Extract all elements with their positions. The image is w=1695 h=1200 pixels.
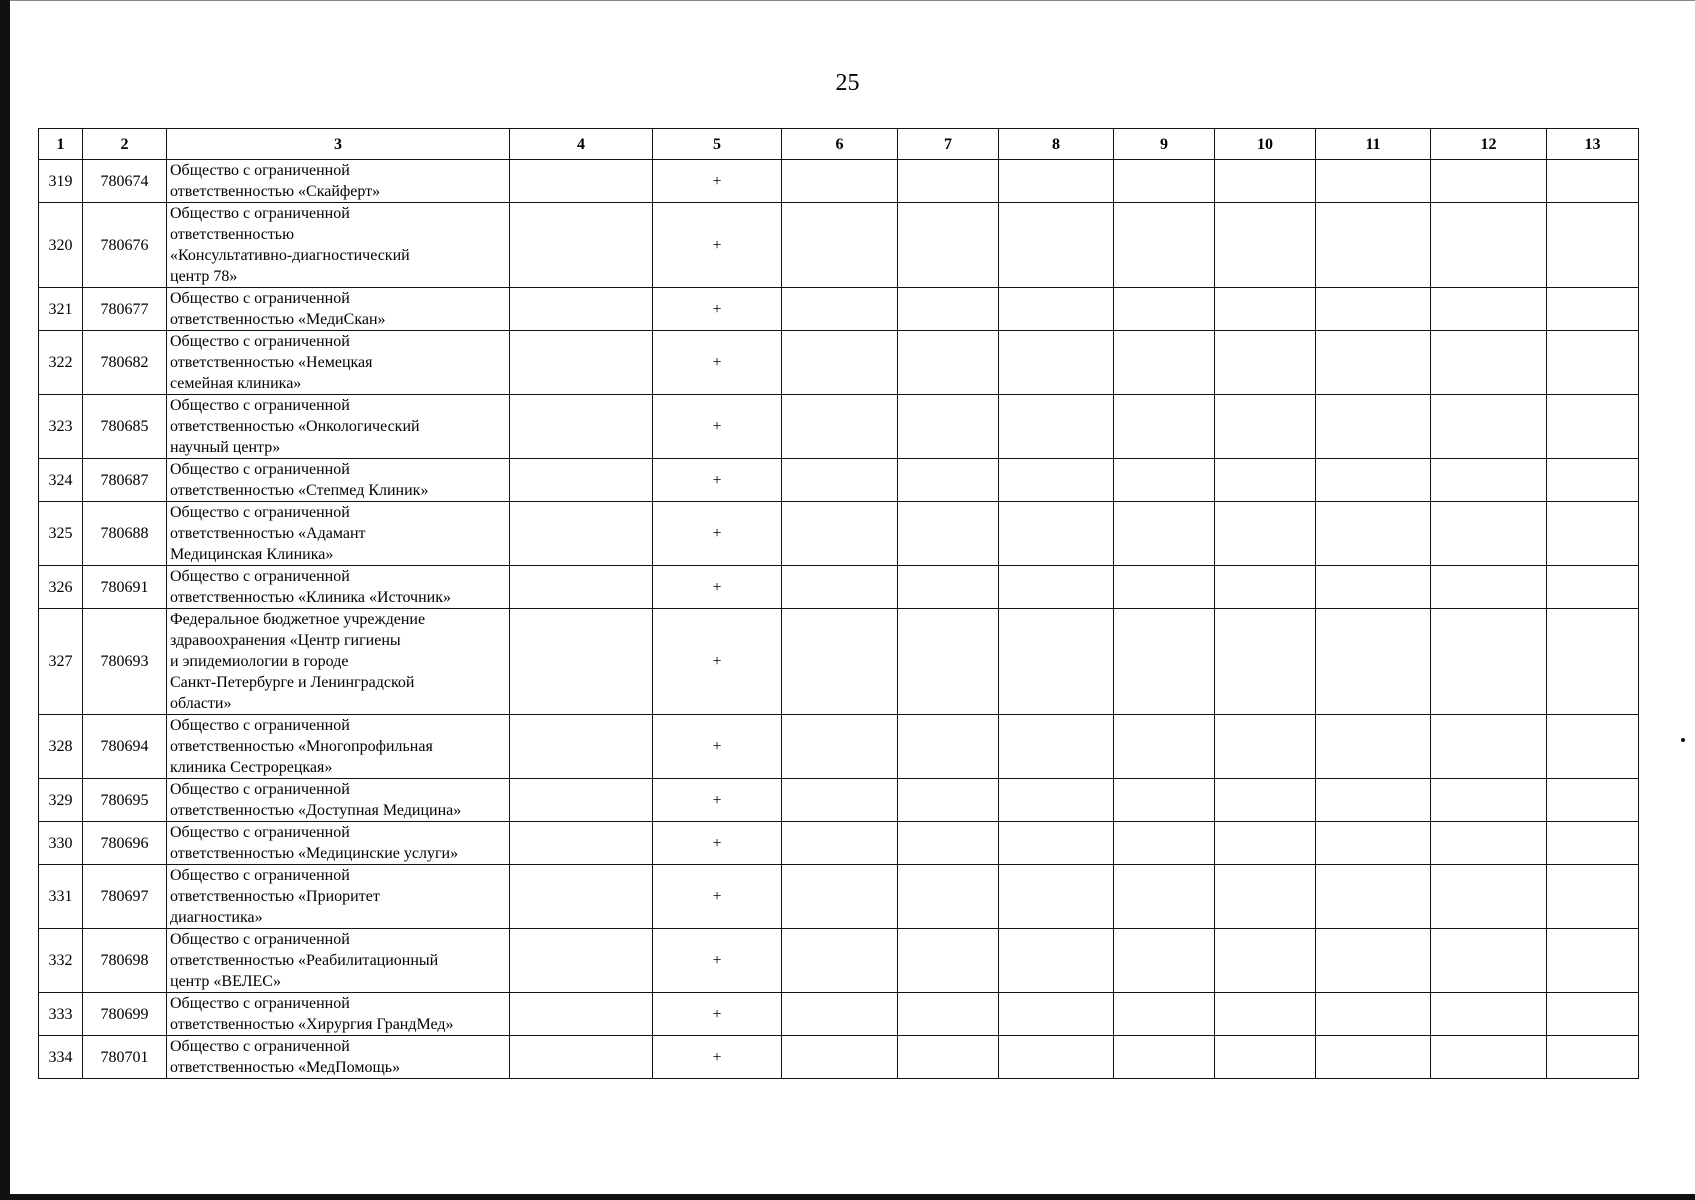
empty-cell bbox=[898, 331, 999, 395]
empty-cell bbox=[1215, 1036, 1316, 1079]
empty-cell bbox=[999, 331, 1114, 395]
empty-cell bbox=[510, 502, 653, 566]
row-number: 322 bbox=[39, 331, 83, 395]
table-body bbox=[39, 160, 1639, 1079]
plus-mark: + bbox=[653, 395, 782, 459]
table-row bbox=[39, 331, 1639, 395]
row-code: 780676 bbox=[83, 203, 167, 288]
empty-cell bbox=[1215, 459, 1316, 502]
empty-cell bbox=[1215, 715, 1316, 779]
row-number: 332 bbox=[39, 929, 83, 993]
scan-edge-top bbox=[10, 0, 1695, 1]
empty-cell bbox=[1431, 395, 1547, 459]
table-row bbox=[39, 929, 1639, 993]
table-row bbox=[39, 993, 1639, 1036]
organization-name: Общество с ограниченной ответственностью «Хирургия ГрандМед» bbox=[167, 993, 510, 1036]
empty-cell bbox=[1547, 865, 1639, 929]
empty-cell bbox=[1547, 779, 1639, 822]
row-code: 780693 bbox=[83, 609, 167, 715]
organization-name: Общество с ограниченной ответственностью «Приоритет диагностика» bbox=[167, 865, 510, 929]
column-header: 11 bbox=[1316, 129, 1431, 160]
empty-cell bbox=[782, 459, 898, 502]
table-row bbox=[39, 566, 1639, 609]
organization-name: Федеральное бюджетное учреждение здравоохранения «Центр гигиены и эпидемиологии в городе Санкт-Петербурге и Ленинградской области» bbox=[167, 609, 510, 715]
empty-cell bbox=[999, 715, 1114, 779]
table-row bbox=[39, 822, 1639, 865]
plus-mark: + bbox=[653, 715, 782, 779]
empty-cell bbox=[1316, 160, 1431, 203]
empty-cell bbox=[782, 715, 898, 779]
plus-mark: + bbox=[653, 822, 782, 865]
empty-cell bbox=[1316, 331, 1431, 395]
empty-cell bbox=[999, 1036, 1114, 1079]
empty-cell bbox=[999, 502, 1114, 566]
empty-cell bbox=[1431, 929, 1547, 993]
row-code: 780701 bbox=[83, 1036, 167, 1079]
organization-name: Общество с ограниченной ответственностью «Клиника «Источник» bbox=[167, 566, 510, 609]
empty-cell bbox=[1316, 203, 1431, 288]
row-number: 329 bbox=[39, 779, 83, 822]
organization-name: Общество с ограниченной ответственностью «Адамант Медицинская Клиника» bbox=[167, 502, 510, 566]
row-code: 780695 bbox=[83, 779, 167, 822]
organization-name: Общество с ограниченной ответственностью «МедПомощь» bbox=[167, 1036, 510, 1079]
empty-cell bbox=[1547, 160, 1639, 203]
row-number: 321 bbox=[39, 288, 83, 331]
empty-cell bbox=[510, 160, 653, 203]
empty-cell bbox=[898, 160, 999, 203]
empty-cell bbox=[1114, 993, 1215, 1036]
empty-cell bbox=[1316, 288, 1431, 331]
plus-mark: + bbox=[653, 331, 782, 395]
empty-cell bbox=[1215, 822, 1316, 865]
plus-mark: + bbox=[653, 203, 782, 288]
empty-cell bbox=[898, 865, 999, 929]
empty-cell bbox=[1114, 331, 1215, 395]
empty-cell bbox=[898, 459, 999, 502]
empty-cell bbox=[1114, 779, 1215, 822]
plus-mark: + bbox=[653, 160, 782, 203]
empty-cell bbox=[1431, 331, 1547, 395]
empty-cell bbox=[1431, 459, 1547, 502]
table-row bbox=[39, 203, 1639, 288]
table-row bbox=[39, 288, 1639, 331]
plus-mark: + bbox=[653, 609, 782, 715]
row-code: 780694 bbox=[83, 715, 167, 779]
empty-cell bbox=[1547, 1036, 1639, 1079]
empty-cell bbox=[898, 715, 999, 779]
plus-mark: + bbox=[653, 1036, 782, 1079]
empty-cell bbox=[999, 865, 1114, 929]
empty-cell bbox=[1547, 502, 1639, 566]
empty-cell bbox=[1316, 502, 1431, 566]
row-number: 319 bbox=[39, 160, 83, 203]
column-header: 5 bbox=[653, 129, 782, 160]
organization-name: Общество с ограниченной ответственностью «Немецкая семейная клиника» bbox=[167, 331, 510, 395]
table-row bbox=[39, 865, 1639, 929]
row-code: 780674 bbox=[83, 160, 167, 203]
plus-mark: + bbox=[653, 993, 782, 1036]
organization-name: Общество с ограниченной ответственностью «Многопрофильная клиника Сестрорецкая» bbox=[167, 715, 510, 779]
empty-cell bbox=[1316, 566, 1431, 609]
row-code: 780688 bbox=[83, 502, 167, 566]
empty-cell bbox=[1215, 609, 1316, 715]
row-number: 334 bbox=[39, 1036, 83, 1079]
column-header: 3 bbox=[167, 129, 510, 160]
empty-cell bbox=[510, 929, 653, 993]
empty-cell bbox=[1431, 865, 1547, 929]
plus-mark: + bbox=[653, 502, 782, 566]
scan-artifact-dot bbox=[1681, 738, 1685, 742]
row-code: 780691 bbox=[83, 566, 167, 609]
organization-name: Общество с ограниченной ответственностью «МедиСкан» bbox=[167, 288, 510, 331]
plus-mark: + bbox=[653, 779, 782, 822]
empty-cell bbox=[898, 609, 999, 715]
empty-cell bbox=[999, 779, 1114, 822]
empty-cell bbox=[1114, 715, 1215, 779]
empty-cell bbox=[782, 160, 898, 203]
registry-table bbox=[38, 128, 1639, 1079]
empty-cell bbox=[1215, 993, 1316, 1036]
row-code: 780698 bbox=[83, 929, 167, 993]
table-row bbox=[39, 459, 1639, 502]
empty-cell bbox=[999, 822, 1114, 865]
empty-cell bbox=[1431, 566, 1547, 609]
empty-cell bbox=[1316, 929, 1431, 993]
empty-cell bbox=[1114, 929, 1215, 993]
empty-cell bbox=[898, 993, 999, 1036]
empty-cell bbox=[1114, 865, 1215, 929]
empty-cell bbox=[782, 993, 898, 1036]
empty-cell bbox=[510, 459, 653, 502]
empty-cell bbox=[1316, 993, 1431, 1036]
row-code: 780685 bbox=[83, 395, 167, 459]
empty-cell bbox=[898, 203, 999, 288]
empty-cell bbox=[999, 566, 1114, 609]
empty-cell bbox=[782, 331, 898, 395]
plus-mark: + bbox=[653, 566, 782, 609]
empty-cell bbox=[782, 288, 898, 331]
header-row bbox=[39, 129, 1639, 160]
empty-cell bbox=[1547, 395, 1639, 459]
empty-cell bbox=[1114, 1036, 1215, 1079]
page-number: 25 bbox=[835, 70, 860, 96]
empty-cell bbox=[1547, 288, 1639, 331]
plus-mark: + bbox=[653, 929, 782, 993]
scan-edge-bottom bbox=[0, 1194, 1695, 1200]
empty-cell bbox=[782, 779, 898, 822]
empty-cell bbox=[1431, 160, 1547, 203]
empty-cell bbox=[898, 929, 999, 993]
row-code: 780682 bbox=[83, 331, 167, 395]
empty-cell bbox=[999, 929, 1114, 993]
row-number: 328 bbox=[39, 715, 83, 779]
empty-cell bbox=[782, 929, 898, 993]
empty-cell bbox=[1114, 288, 1215, 331]
empty-cell bbox=[898, 566, 999, 609]
empty-cell bbox=[1114, 566, 1215, 609]
empty-cell bbox=[1431, 609, 1547, 715]
empty-cell bbox=[898, 1036, 999, 1079]
empty-cell bbox=[510, 288, 653, 331]
empty-cell bbox=[1114, 395, 1215, 459]
empty-cell bbox=[1215, 395, 1316, 459]
empty-cell bbox=[999, 459, 1114, 502]
empty-cell bbox=[1547, 331, 1639, 395]
empty-cell bbox=[1316, 1036, 1431, 1079]
empty-cell bbox=[510, 1036, 653, 1079]
empty-cell bbox=[1547, 993, 1639, 1036]
empty-cell bbox=[1316, 715, 1431, 779]
empty-cell bbox=[1215, 865, 1316, 929]
empty-cell bbox=[1215, 288, 1316, 331]
empty-cell bbox=[782, 609, 898, 715]
row-number: 323 bbox=[39, 395, 83, 459]
table-row bbox=[39, 609, 1639, 715]
row-number: 331 bbox=[39, 865, 83, 929]
empty-cell bbox=[1215, 502, 1316, 566]
empty-cell bbox=[1316, 865, 1431, 929]
empty-cell bbox=[510, 331, 653, 395]
row-code: 780697 bbox=[83, 865, 167, 929]
empty-cell bbox=[1431, 502, 1547, 566]
empty-cell bbox=[898, 502, 999, 566]
column-header: 13 bbox=[1547, 129, 1639, 160]
row-number: 326 bbox=[39, 566, 83, 609]
empty-cell bbox=[782, 865, 898, 929]
empty-cell bbox=[999, 288, 1114, 331]
empty-cell bbox=[510, 865, 653, 929]
row-number: 324 bbox=[39, 459, 83, 502]
column-header: 10 bbox=[1215, 129, 1316, 160]
empty-cell bbox=[1114, 203, 1215, 288]
empty-cell bbox=[1215, 203, 1316, 288]
empty-cell bbox=[782, 203, 898, 288]
scan-edge-left bbox=[0, 0, 10, 1200]
empty-cell bbox=[1316, 459, 1431, 502]
empty-cell bbox=[1431, 288, 1547, 331]
empty-cell bbox=[898, 822, 999, 865]
row-code: 780677 bbox=[83, 288, 167, 331]
row-number: 333 bbox=[39, 993, 83, 1036]
empty-cell bbox=[999, 395, 1114, 459]
empty-cell bbox=[510, 203, 653, 288]
empty-cell bbox=[1215, 779, 1316, 822]
empty-cell bbox=[510, 609, 653, 715]
empty-cell bbox=[510, 779, 653, 822]
empty-cell bbox=[782, 1036, 898, 1079]
row-code: 780687 bbox=[83, 459, 167, 502]
column-header: 6 bbox=[782, 129, 898, 160]
empty-cell bbox=[1547, 609, 1639, 715]
table-row bbox=[39, 160, 1639, 203]
table-row bbox=[39, 1036, 1639, 1079]
empty-cell bbox=[1431, 822, 1547, 865]
row-code: 780696 bbox=[83, 822, 167, 865]
plus-mark: + bbox=[653, 459, 782, 502]
empty-cell bbox=[1547, 203, 1639, 288]
empty-cell bbox=[999, 609, 1114, 715]
empty-cell bbox=[1215, 331, 1316, 395]
empty-cell bbox=[510, 566, 653, 609]
row-number: 327 bbox=[39, 609, 83, 715]
organization-name: Общество с ограниченной ответственностью «Онкологический научный центр» bbox=[167, 395, 510, 459]
empty-cell bbox=[898, 288, 999, 331]
empty-cell bbox=[1431, 993, 1547, 1036]
empty-cell bbox=[1114, 459, 1215, 502]
plus-mark: + bbox=[653, 288, 782, 331]
empty-cell bbox=[1431, 779, 1547, 822]
empty-cell bbox=[1547, 715, 1639, 779]
column-header: 9 bbox=[1114, 129, 1215, 160]
organization-name: Общество с ограниченной ответственностью «Степмед Клиник» bbox=[167, 459, 510, 502]
row-number: 325 bbox=[39, 502, 83, 566]
empty-cell bbox=[1114, 502, 1215, 566]
empty-cell bbox=[999, 993, 1114, 1036]
empty-cell bbox=[1316, 779, 1431, 822]
table-row bbox=[39, 395, 1639, 459]
empty-cell bbox=[1431, 715, 1547, 779]
column-header: 12 bbox=[1431, 129, 1547, 160]
empty-cell bbox=[1114, 609, 1215, 715]
row-code: 780699 bbox=[83, 993, 167, 1036]
empty-cell bbox=[1547, 929, 1639, 993]
table-row bbox=[39, 779, 1639, 822]
empty-cell bbox=[782, 395, 898, 459]
plus-mark: + bbox=[653, 865, 782, 929]
organization-name: Общество с ограниченной ответственностью «Доступная Медицина» bbox=[167, 779, 510, 822]
empty-cell bbox=[1316, 395, 1431, 459]
empty-cell bbox=[1215, 160, 1316, 203]
empty-cell bbox=[1215, 566, 1316, 609]
column-header: 7 bbox=[898, 129, 999, 160]
empty-cell bbox=[510, 395, 653, 459]
empty-cell bbox=[999, 160, 1114, 203]
table-row bbox=[39, 502, 1639, 566]
empty-cell bbox=[1547, 459, 1639, 502]
empty-cell bbox=[999, 203, 1114, 288]
column-header: 2 bbox=[83, 129, 167, 160]
empty-cell bbox=[782, 566, 898, 609]
empty-cell bbox=[898, 779, 999, 822]
empty-cell bbox=[782, 502, 898, 566]
empty-cell bbox=[510, 822, 653, 865]
empty-cell bbox=[1114, 160, 1215, 203]
row-number: 330 bbox=[39, 822, 83, 865]
organization-name: Общество с ограниченной ответственностью «Скайферт» bbox=[167, 160, 510, 203]
column-header: 4 bbox=[510, 129, 653, 160]
empty-cell bbox=[1316, 822, 1431, 865]
organization-name: Общество с ограниченной ответственностью «Реабилитационный центр «ВЕЛЕС» bbox=[167, 929, 510, 993]
empty-cell bbox=[1547, 822, 1639, 865]
column-header: 1 bbox=[39, 129, 83, 160]
empty-cell bbox=[1547, 566, 1639, 609]
empty-cell bbox=[898, 395, 999, 459]
organization-name: Общество с ограниченной ответственностью «Консультативно-диагностический центр 78» bbox=[167, 203, 510, 288]
row-number: 320 bbox=[39, 203, 83, 288]
empty-cell bbox=[510, 715, 653, 779]
empty-cell bbox=[1431, 1036, 1547, 1079]
table-row bbox=[39, 715, 1639, 779]
empty-cell bbox=[510, 993, 653, 1036]
empty-cell bbox=[1431, 203, 1547, 288]
organization-name: Общество с ограниченной ответственностью «Медицинские услуги» bbox=[167, 822, 510, 865]
empty-cell bbox=[1316, 609, 1431, 715]
empty-cell bbox=[1114, 822, 1215, 865]
empty-cell bbox=[782, 822, 898, 865]
column-header: 8 bbox=[999, 129, 1114, 160]
empty-cell bbox=[1215, 929, 1316, 993]
